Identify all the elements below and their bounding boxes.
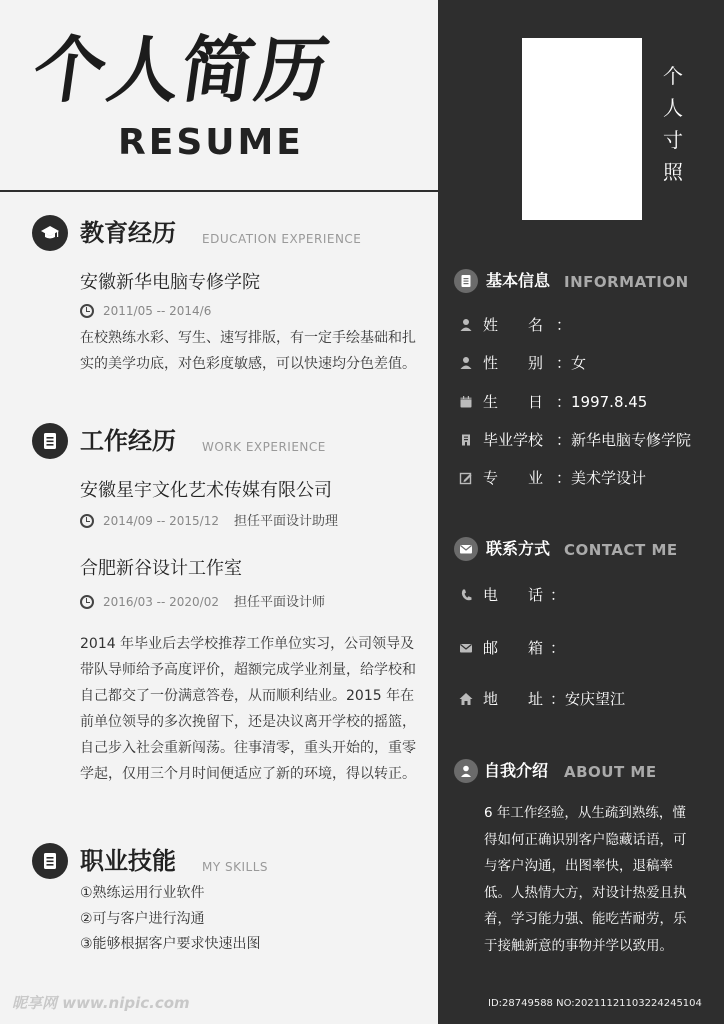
skill-item: ②可与客户进行沟通: [80, 911, 205, 927]
edit-icon: [459, 471, 473, 485]
resume-logo-en: RESUME: [118, 122, 304, 163]
education-description: 在校熟练水彩、写生、速写排版，有一定手绘基础和扎实的美学功底，对色彩度敏感，可以快速均分色差值。: [80, 330, 416, 372]
contact-title: 联系方式: [486, 539, 551, 558]
work-description: 2014 年毕业后去学校推荐工作单位实习，公司领导及带队导师给予高度评价，超额完成学业剂量，给学校和自己都交了一份满意答卷，从而顺利结业。2015 年在前单位领导的多次挽留下，还是决议离开学校的摇篮，自己步入社会重新闯荡。往事清零，重头开始的，重零学起，仅用三个月时间便适应了新的环境，得以转正。: [80, 636, 416, 782]
about-title: 自我介绍: [484, 761, 549, 780]
home-icon: [459, 692, 473, 706]
info-label: 生 日: [483, 393, 544, 411]
work-role: 担任平面设计师: [234, 595, 326, 610]
work-title: 工作经历: [80, 427, 176, 455]
contact-subtitle: CONTACT ME: [564, 541, 678, 559]
info-label: 性 别: [483, 354, 544, 372]
skills-subtitle: MY SKILLS: [202, 860, 269, 874]
watermark-id: ID:28749588 NO:20211121103224245104: [488, 998, 702, 1009]
contact-label: 邮 箱: [483, 639, 544, 657]
about-subtitle: ABOUT ME: [564, 763, 657, 781]
phone-icon: [459, 588, 473, 602]
info-value: ：: [556, 316, 572, 334]
about-text: 6 年工作经验，从生疏到熟练，懂得如何正确识别客户隐藏话语，可与客户沟通，出图率快，退稿率低。人热情大方，对设计热爱且执着，学习能力强、能吃苦耐劳，乐于接触新意的事物并学以致用。: [484, 805, 687, 954]
info-value: ：美术学设计: [556, 469, 647, 487]
info-value: ：1997.8.45: [556, 393, 648, 411]
document-icon: [454, 269, 478, 293]
info-title: 基本信息: [486, 271, 551, 290]
skill-item: ③能够根据客户要求快速出图: [80, 936, 261, 952]
work-subtitle: WORK EXPERIENCE: [202, 440, 326, 454]
info-subtitle: INFORMATION: [564, 273, 689, 291]
work-period: 2014/09 -- 2015/12: [103, 514, 219, 528]
clock-icon: [80, 514, 94, 528]
mail-icon: [459, 641, 473, 655]
watermark-site: 昵享网 www.nipic.com: [12, 994, 190, 1012]
graduation-cap-icon: [32, 215, 68, 251]
contact-value: ：安庆望江: [550, 690, 626, 708]
resume-logo-cn: 个人简历: [28, 27, 337, 112]
work-role: 担任平面设计助理: [234, 514, 339, 529]
contact-value: ：: [550, 639, 566, 657]
photo-label: 个人寸照: [663, 64, 683, 184]
education-subtitle: EDUCATION EXPERIENCE: [202, 232, 362, 246]
work-company: 安徽星宇文化艺术传媒有限公司: [80, 480, 332, 501]
mail-icon: [454, 537, 478, 561]
document-icon: [32, 843, 68, 879]
education-period: 2011/05 -- 2014/6: [103, 304, 212, 318]
user-icon: [454, 759, 478, 783]
school-icon: [459, 433, 473, 447]
user-icon: [459, 356, 473, 370]
info-value: ：女: [556, 354, 587, 372]
work-period: 2016/03 -- 2020/02: [103, 595, 219, 609]
clock-icon: [80, 595, 94, 609]
education-school: 安徽新华电脑专修学院: [80, 272, 260, 293]
work-company: 合肥新谷设计工作室: [80, 558, 242, 579]
clock-icon: [80, 304, 94, 318]
calendar-icon: [459, 395, 473, 409]
education-title: 教育经历: [80, 219, 176, 247]
info-label: 专 业: [483, 469, 544, 487]
contact-label: 地 址: [483, 690, 544, 708]
contact-value: ：: [550, 586, 566, 604]
document-icon: [32, 423, 68, 459]
info-label: 姓 名: [483, 316, 544, 334]
info-label: 毕业学校: [483, 431, 544, 449]
skills-title: 职业技能: [80, 847, 176, 875]
info-value: ：新华电脑专修学院: [556, 431, 692, 449]
skill-item: ①熟练运用行业软件: [80, 885, 205, 901]
contact-label: 电 话: [483, 586, 544, 604]
user-icon: [459, 318, 473, 332]
photo-placeholder: [522, 38, 642, 220]
header-divider: [0, 190, 438, 192]
